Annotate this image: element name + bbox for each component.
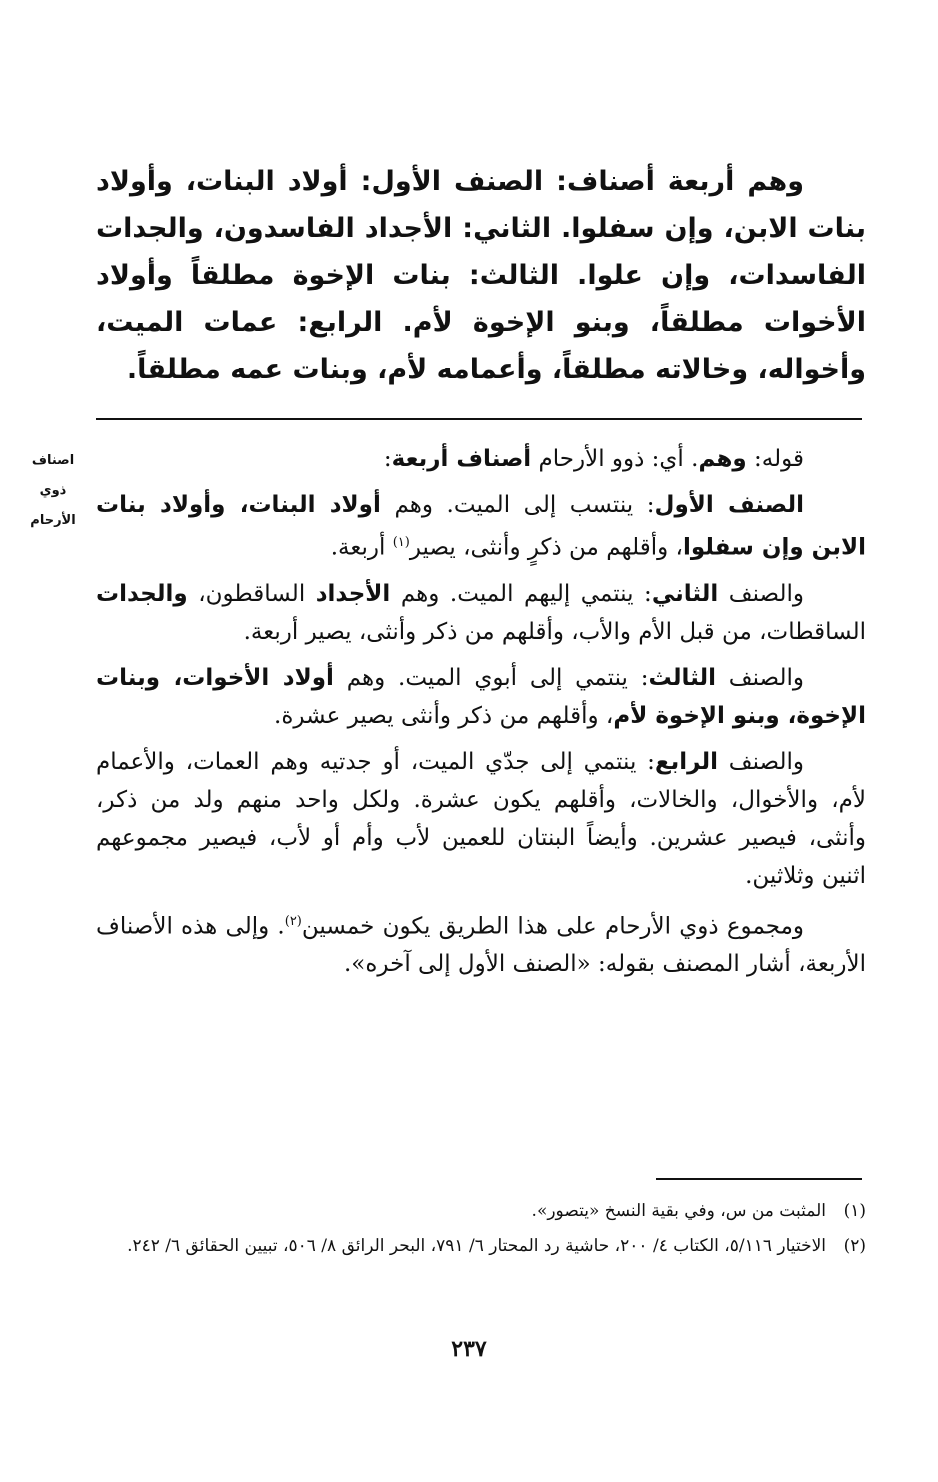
commentary-text: : ينتسب إلى الميت. وهم bbox=[380, 492, 655, 518]
commentary-bold-text: أولاد الأخوات، وبنات الإخوة، وبنو الإخوة لأم bbox=[96, 664, 866, 729]
commentary-text: : ينتمي إلى جدّي الميت، أو جدتيه وهم العمات، والأعمام لأم، والأخوال، والخالات، وأقلهم يكون عشرة. ولكل واحد منهم ولد من ذكر، وأنثى، فيصير عشرين. وأيضاً البنتان للعمين لأب وأم أو لأب، فيصير مجموعهم اثنين وثلاثين. bbox=[96, 748, 866, 889]
commentary-text: : ينتمي إليهم الميت. وهم bbox=[390, 580, 652, 607]
footnote-text: الاختيار ٥/١١٦، الكتاب ٤/ ٢٠٠، حاشية رد المحتار ٦/ ٧٩١، البحر الرائق ٨/ ٥٠٦، تبيين الحقائق ٦/ ٢٤٢. bbox=[127, 1236, 826, 1256]
commentary-bold-text: الثالث bbox=[648, 664, 717, 691]
commentary-bold-text: أولاد البنات، وأولاد بنات الابن وإن سفلوا bbox=[96, 492, 866, 561]
main-text-divider bbox=[96, 418, 862, 420]
footnote-text: المثبت من س، وفي بقية النسخ «يتصور». bbox=[531, 1201, 826, 1221]
commentary-bold-text: الرابع bbox=[654, 748, 718, 775]
commentary-paragraph bbox=[96, 486, 866, 567]
commentary-text: . وإلى هذه الأصناف الأربعة، أشار المصنف بقوله: «الصنف الأول إلى آخره». bbox=[96, 913, 866, 978]
commentary-bold-text: الأجداد bbox=[315, 580, 391, 607]
commentary-text: والصنف bbox=[716, 664, 805, 691]
margin-note-line: ذوي bbox=[39, 483, 67, 498]
commentary-paragraph bbox=[96, 659, 866, 735]
commentary-text: ومجموع ذوي الأرحام على هذا الطريق يكون خمسين bbox=[301, 913, 805, 940]
margin-note bbox=[14, 446, 92, 536]
margin-note-line: الأرحام bbox=[30, 513, 76, 528]
page-number: ٢٣٧ bbox=[451, 1336, 487, 1362]
commentary-text: الساقطات، من قبل الأم والأب، وأقلهم من ذكر وأنثى، يصير أربعة. bbox=[243, 618, 866, 645]
commentary-text: أربعة. bbox=[330, 534, 393, 561]
footnote-ref: (١) bbox=[392, 535, 410, 550]
footnote bbox=[96, 1231, 866, 1262]
footnotes bbox=[96, 1196, 866, 1266]
footnote-number: (١) bbox=[843, 1201, 866, 1221]
commentary-bold-text: الثاني bbox=[651, 580, 719, 607]
footnote bbox=[96, 1196, 866, 1227]
commentary-text: والصنف bbox=[718, 748, 804, 775]
footnote-ref: (٢) bbox=[284, 913, 302, 929]
main-text-paragraph: وهم أربعة أصناف: الصنف الأول: أولاد البنات، وأولاد بنات الابن، وإن سفلوا. الثاني: الأجداد الفاسدون، والجدات الفاسدات، وإن علوا. الثالث: بنات الإخوة مطلقاً وأولاد الأخوات مطلقاً، وبنو الإخوة لأم. الرابع: عمات الميت، وأخواله، وخالاته مطلقاً، وأعمامه لأم، وبنات عمه مطلقاً. bbox=[96, 166, 866, 385]
commentary-text: والصنف bbox=[718, 580, 805, 607]
commentary-text: : ينتمي إلى أبوي الميت. وهم bbox=[333, 664, 649, 691]
commentary-text: ، وأقلهم من ذكر وأنثى يصير عشرة. bbox=[274, 702, 614, 729]
commentary-bold-text: والجدات bbox=[96, 580, 188, 607]
commentary-text: . أي: ذوو الأرحام bbox=[531, 446, 699, 472]
footnote-number: (٢) bbox=[843, 1236, 866, 1256]
commentary-text: ، وأقلهم من ذكرٍ وأنثى، يصير bbox=[409, 534, 683, 561]
commentary-bold-text: وهم bbox=[698, 446, 747, 472]
margin-note-line: اصناف bbox=[31, 453, 75, 468]
commentary-paragraph bbox=[96, 903, 866, 984]
commentary-paragraph bbox=[96, 575, 866, 651]
commentary-text: : bbox=[383, 446, 392, 472]
commentary-bold-text: الصنف الأول bbox=[654, 492, 804, 518]
commentary-text: الساقطون، bbox=[187, 580, 316, 607]
commentary-text: قوله: bbox=[746, 446, 804, 472]
commentary-paragraph bbox=[96, 743, 866, 895]
main-text-block bbox=[96, 158, 866, 393]
commentary-bold-text: أصناف أربعة bbox=[391, 446, 532, 472]
commentary-paragraph bbox=[96, 440, 866, 478]
commentary-block bbox=[96, 440, 866, 991]
footnote-divider bbox=[656, 1178, 862, 1180]
